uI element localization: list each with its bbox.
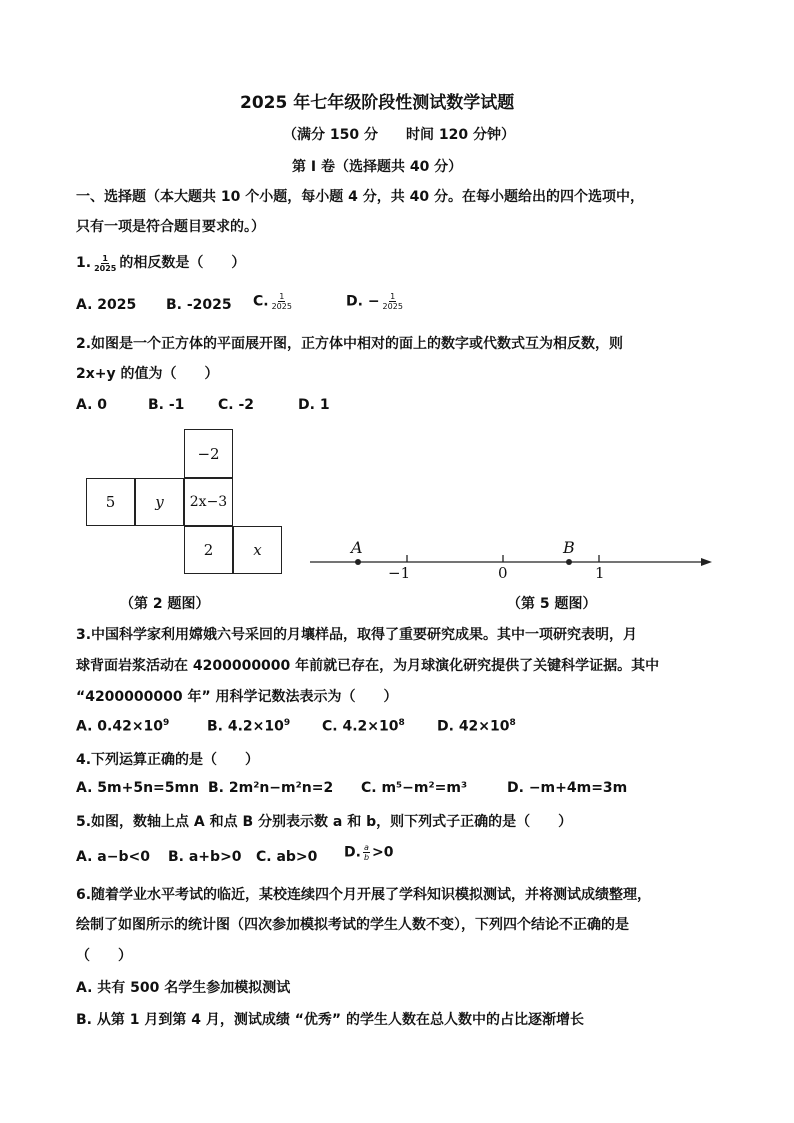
- section-title: 第 Ⅰ 卷（选择题共 40 分）: [292, 159, 463, 175]
- q3-opt-a-exp: 9: [163, 718, 170, 728]
- figure-5-caption: （第 5 题图）: [507, 596, 597, 612]
- net-cell-bottom: 2: [184, 526, 233, 574]
- q3-option-b: [207, 718, 290, 735]
- point-a-label: A: [351, 538, 363, 557]
- q5-opt-d-label: D.: [344, 844, 361, 861]
- q5-option-b: B. a+b>0: [168, 849, 242, 865]
- q2-option-b: B. -1: [148, 397, 185, 413]
- question-6-line-3: （ ）: [76, 948, 132, 964]
- point-a-dot: [355, 559, 361, 565]
- tick-label-1: 1: [595, 564, 605, 582]
- q2-option-d: D. 1: [298, 397, 330, 413]
- q1-opt-c-num: 1: [279, 292, 285, 301]
- q1-opt-d-num: 1: [390, 292, 396, 301]
- question-4-stem: 4.下列运算正确的是（ ）: [76, 752, 260, 768]
- number-line-arrow: [701, 558, 712, 566]
- q5-option-d: [344, 843, 394, 862]
- point-b-dot: [566, 559, 572, 565]
- q1-opt-d-den: 2025: [382, 302, 403, 311]
- q4-option-d: D. −m+4m=3m: [507, 780, 628, 796]
- q1-number: 1.: [76, 255, 92, 271]
- q4-option-b: B. 2m²n−m²n=2: [208, 780, 334, 796]
- q1-suffix: 的相反数是（ ）: [119, 255, 246, 271]
- figure-2-caption: （第 2 题图）: [120, 596, 210, 612]
- q1-opt-d-label: D. −: [346, 293, 380, 310]
- exam-subtitle: （满分 150 分 时间 120 分钟）: [283, 127, 515, 143]
- question-6-line-1: 6.随着学业水平考试的临近，某校连续四个月开展了学科知识模拟测试，并将测试成绩整理，: [76, 887, 652, 903]
- question-6-line-2: 绘制了如图所示的统计图（四次参加模拟考试的学生人数不变），下列四个结论不正确的是: [76, 917, 629, 933]
- question-2-line-2: 2x+y 的值为（ ）: [76, 366, 219, 382]
- q5-opt-d-suffix: >0: [372, 844, 394, 861]
- q3-opt-d-base: D. 42×10: [437, 718, 510, 735]
- q5-option-a: A. a−b<0: [76, 849, 150, 865]
- page-title: 2025 年七年级阶段性测试数学试题: [240, 93, 515, 113]
- tick-label-0: 0: [498, 564, 508, 582]
- q4-option-c: C. m⁵−m²=m³: [361, 780, 468, 796]
- question-3-line-1: 3.中国科学家利用嫦娥六号采回的月壤样品，取得了重要研究成果。其中一项研究表明，月: [76, 627, 638, 643]
- q1-option-b: B. -2025: [166, 297, 232, 313]
- tick-label-neg1: −1: [388, 564, 411, 582]
- net-cell-center: 2x−3: [184, 478, 233, 526]
- number-line-figure: [300, 530, 720, 590]
- q6-option-a: A. 共有 500 名学生参加模拟测试: [76, 980, 291, 996]
- q3-option-c: [322, 718, 405, 735]
- net-cell-top: −2: [184, 429, 233, 478]
- q5-opt-d-den: b: [363, 853, 370, 862]
- q2-option-c: C. -2: [218, 397, 255, 413]
- q3-opt-c-exp: 8: [398, 718, 405, 728]
- point-b-label: B: [563, 538, 575, 557]
- q3-opt-b-base: B. 4.2×10: [207, 718, 284, 735]
- q1-option-d: [346, 292, 406, 311]
- q3-option-a: [76, 718, 169, 735]
- q3-opt-d-exp: 8: [509, 718, 516, 728]
- q1-option-a: A. 2025: [76, 297, 137, 313]
- net-cell-left: 5: [86, 478, 135, 526]
- question-3-line-3: “4200000000 年” 用科学记数法表示为（ ）: [76, 689, 398, 705]
- instructions-line-1: 一、选择题（本大题共 10 个小题，每小题 4 分，共 40 分。在每小题给出的四个选项中，: [76, 189, 644, 205]
- instructions-line-2: 只有一项是符合题目要求的。）: [76, 219, 265, 235]
- question-3-line-2: 球背面岩浆活动在 4200000000 年前就已存在，为月球演化研究提供了关键科学证据。其中: [76, 658, 660, 674]
- net-cell-x: x: [233, 526, 282, 574]
- q1-frac-num: 1: [102, 253, 108, 263]
- q1-opt-c-label: C.: [253, 293, 269, 310]
- q5-opt-d-num: a: [364, 843, 369, 852]
- question-5-stem: 5.如图，数轴上点 A 和点 B 分别表示数 a 和 b，则下列式子正确的是（ ）: [76, 814, 573, 830]
- question-1-stem: [76, 252, 245, 273]
- q6-option-b: B. 从第 1 月到第 4 月，测试成绩 “优秀” 的学生人数在总人数中的占比逐渐增长: [76, 1012, 584, 1028]
- q1-frac-den: 2025: [94, 263, 117, 273]
- q4-option-a: A. 5m+5n=5mn: [76, 780, 200, 796]
- q1-option-c: [253, 292, 295, 311]
- q2-option-a: A. 0: [76, 397, 108, 413]
- question-2-line-1: 2.如图是一个正方体的平面展开图，正方体中相对的面上的数字或代数式互为相反数，则: [76, 336, 624, 352]
- q3-opt-c-base: C. 4.2×10: [322, 718, 399, 735]
- q3-opt-a-base: A. 0.42×10: [76, 718, 164, 735]
- q5-option-c: C. ab>0: [256, 849, 318, 865]
- q1-fraction: [93, 254, 117, 273]
- q3-opt-b-exp: 9: [283, 718, 291, 728]
- q3-option-d: [437, 718, 516, 735]
- net-cell-y: y: [135, 478, 184, 526]
- q1-opt-c-den: 2025: [271, 302, 292, 311]
